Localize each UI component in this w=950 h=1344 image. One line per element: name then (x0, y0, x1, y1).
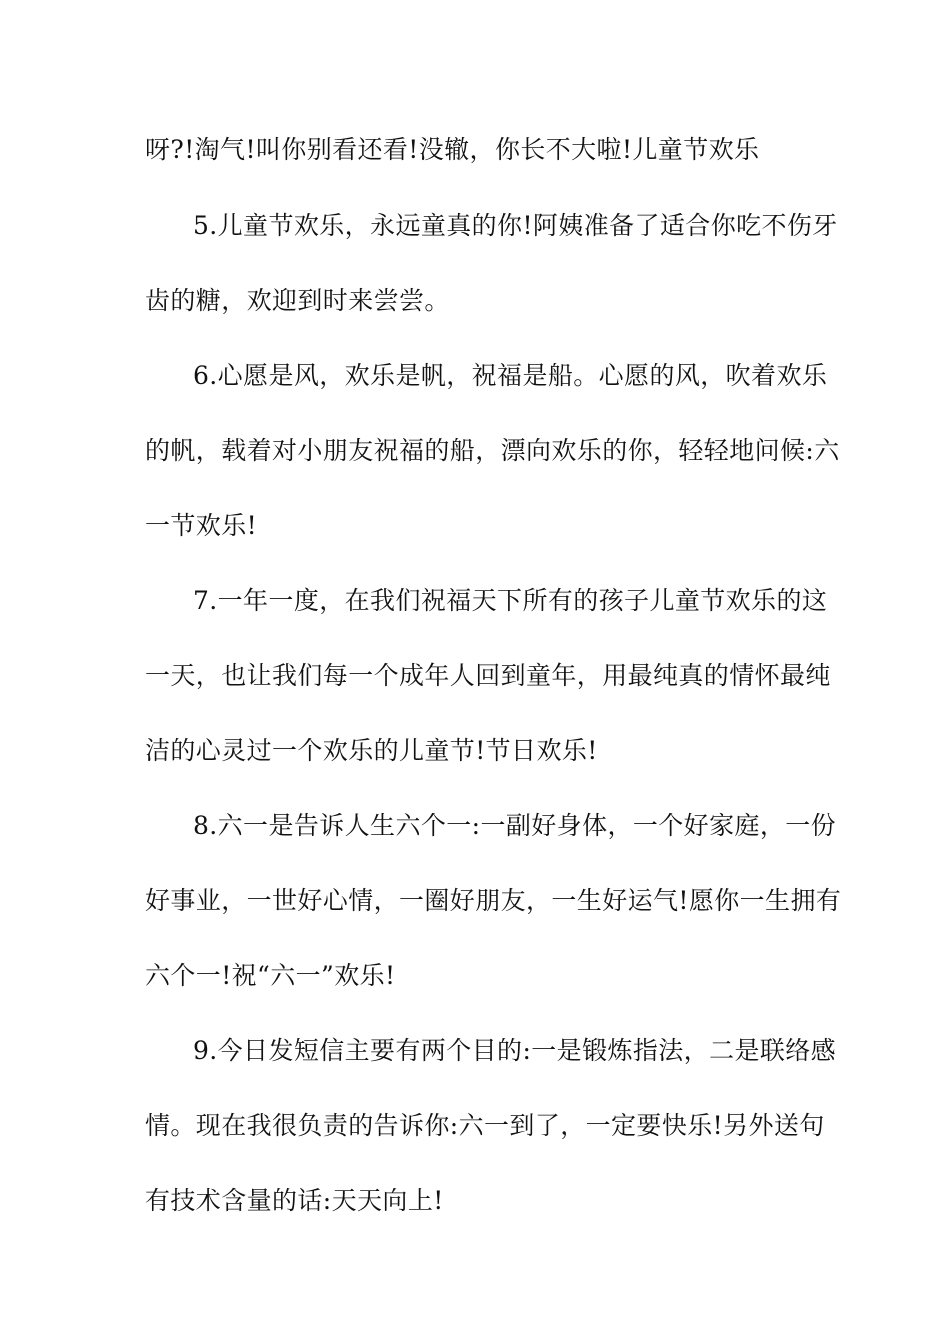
text-line: 8.六一是告诉人生六个一:一副好身体，一个好家庭，一份 (193, 811, 837, 840)
text-line: 齿的糖，欢迎到时来尝尝。 (145, 286, 450, 315)
text-line: 5.儿童节欢乐，永远童真的你!阿姨准备了适合你吃不伤牙 (193, 211, 838, 240)
text-line: 洁的心灵过一个欢乐的儿童节!节日欢乐! (145, 736, 598, 765)
text-line: 一节欢乐! (145, 511, 258, 540)
text-line: 六个一!祝“六一”欢乐! (145, 961, 396, 990)
text-line: 6.心愿是风，欢乐是帆，祝福是船。心愿的风，吹着欢乐 (193, 361, 828, 390)
text-line: 情。现在我很负责的告诉你:六一到了，一定要快乐!另外送句 (145, 1111, 825, 1140)
text-line: 呀?!淘气!叫你别看还看!没辙，你长不大啦!儿童节欢乐 (145, 135, 760, 164)
text-line: 一天，也让我们每一个成年人回到童年，用最纯真的情怀最纯 (145, 661, 831, 690)
text-line: 7.一年一度，在我们祝福天下所有的孩子儿童节欢乐的这 (193, 586, 828, 615)
text-line: 好事业，一世好心情，一圈好朋友，一生好运气!愿你一生拥有 (145, 886, 842, 915)
text-line: 9.今日发短信主要有两个目的:一是锻炼指法，二是联络感 (193, 1036, 837, 1065)
text-line: 的帆，载着对小朋友祝福的船，漂向欢乐的你，轻轻地问候:六 (145, 436, 840, 465)
text-line: 有技术含量的话:天天向上! (145, 1186, 444, 1215)
